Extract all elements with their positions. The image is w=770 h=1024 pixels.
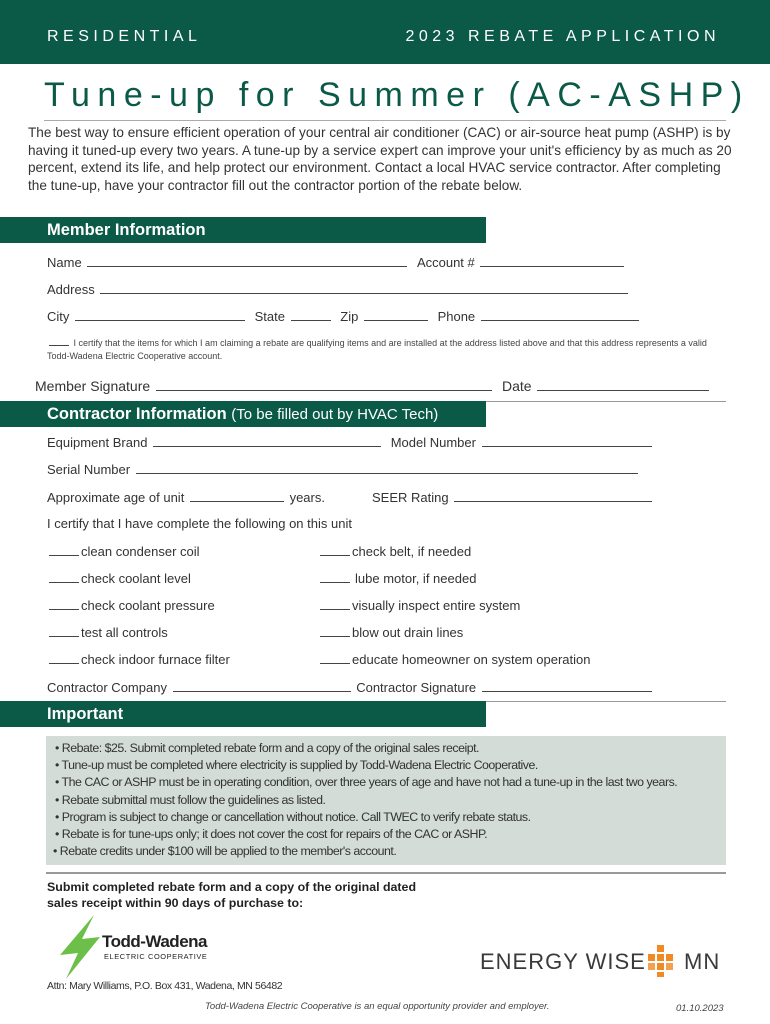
important-section-banner — [0, 701, 486, 727]
mailing-address: Attn: Mary Williams, P.O. Box 431, Wadena, MN 56482 — [47, 980, 283, 992]
state-label: State — [254, 309, 285, 324]
address-label: Address — [47, 282, 95, 297]
contractor-signature-field[interactable] — [482, 679, 652, 692]
member-city-row — [47, 308, 641, 324]
check-item — [318, 624, 463, 640]
serial-row — [47, 461, 640, 477]
check-blank[interactable] — [320, 597, 350, 610]
age-row — [47, 489, 325, 505]
check-item — [47, 570, 191, 586]
twec-logo-name: Todd-Wadena — [102, 932, 207, 951]
important-item: • The CAC or ASHP must be in operating condition, over three years of age and have not had a tune-up in the last two years. — [55, 775, 678, 790]
member-section-heading: Member Information — [47, 221, 206, 239]
energy-wise-logo — [478, 944, 728, 980]
contractor-section-note: (To be filled out by HVAC Tech) — [231, 406, 439, 423]
important-item: • Rebate credits under $100 will be applied to the member's account. — [53, 844, 397, 859]
check-item — [47, 543, 200, 559]
check-blank[interactable] — [320, 624, 350, 637]
check-label: clean condenser coil — [81, 544, 200, 559]
phone-field[interactable] — [481, 308, 639, 321]
seer-row — [372, 489, 654, 505]
check-item — [47, 624, 168, 640]
check-blank[interactable] — [320, 651, 350, 664]
contractor-certify-intro: I certify that I have complete the following on this unit — [47, 516, 352, 531]
check-blank[interactable] — [320, 543, 350, 556]
brand-label: Equipment Brand — [47, 435, 148, 450]
check-label: blow out drain lines — [352, 625, 464, 640]
submit-line-2: sales receipt within 90 days of purchase to: — [47, 896, 304, 910]
age-label: Approximate age of unit — [47, 490, 185, 505]
important-section-heading: Important — [47, 705, 124, 723]
address-field[interactable] — [100, 281, 628, 294]
submit-line-1: Submit completed rebate form and a copy of the original dated — [47, 880, 417, 894]
member-date-field[interactable] — [537, 378, 709, 391]
name-field[interactable] — [87, 254, 407, 267]
check-label: test all controls — [81, 625, 168, 640]
seer-label: SEER Rating — [372, 490, 449, 505]
member-certify-statement — [47, 337, 707, 363]
check-label: educate homeowner on system operation — [352, 652, 591, 667]
member-address-row — [47, 281, 630, 297]
check-item — [318, 651, 590, 667]
model-field[interactable] — [482, 434, 652, 447]
check-item — [318, 597, 520, 613]
important-item: • Program is subject to change or cancellation without notice. Call TWEC to verify rebate status. — [55, 809, 531, 824]
twec-logo-subtitle: ELECTRIC COOPERATIVE — [104, 952, 208, 961]
company-label: Contractor Company — [47, 680, 167, 695]
check-label: visually inspect entire system — [352, 598, 521, 613]
lightning-bolt-icon — [58, 915, 102, 979]
model-label: Model Number — [390, 435, 476, 450]
age-field[interactable] — [190, 489, 284, 502]
zip-label: Zip — [340, 309, 359, 324]
contractor-banner-rule — [486, 401, 726, 402]
zip-field[interactable] — [364, 308, 428, 321]
energy-wise-text: ENERGY WISE — [480, 949, 646, 974]
member-date-label: Date — [501, 378, 532, 394]
page-title: Tune-up for Summer (AC-ASHP) — [44, 76, 750, 114]
check-label: lube motor, if needed — [355, 571, 477, 586]
header-application-title: 2023 REBATE APPLICATION — [405, 28, 720, 45]
form-revision-date: 01.10.2023 — [676, 1003, 724, 1014]
age-unit: years. — [289, 490, 325, 505]
member-section-banner — [0, 217, 486, 243]
energy-wise-mn-text: MN — [684, 949, 721, 974]
important-item: • Rebate: $25. Submit completed rebate form and a copy of the original sales receipt. — [55, 741, 479, 755]
submit-divider — [46, 872, 726, 874]
company-field[interactable] — [173, 679, 351, 692]
contractor-company-row — [47, 679, 654, 695]
brand-field[interactable] — [153, 434, 381, 447]
account-field[interactable] — [480, 254, 624, 267]
equipment-row — [47, 434, 654, 450]
check-blank[interactable] — [49, 570, 79, 583]
check-item — [47, 651, 230, 667]
check-blank[interactable] — [320, 570, 350, 583]
title-divider — [44, 120, 726, 121]
check-label: check indoor furnace filter — [81, 652, 230, 667]
contractor-signature-label: Contractor Signature — [356, 680, 477, 695]
important-list — [55, 740, 725, 860]
member-signature-label: Member Signature — [35, 378, 151, 394]
check-item — [318, 570, 476, 586]
contractor-section-heading-wrap — [47, 405, 438, 424]
energy-grid-icon — [644, 944, 678, 978]
check-blank[interactable] — [49, 543, 79, 556]
check-item — [318, 543, 471, 559]
intro-paragraph: The best way to ensure efficient operation of your central air conditioner (CAC) or air-source heat pump (ASHP) is by having it tuned-up every two years. A tune-up by a service expert can improve your unit's efficiency by as much as 20 percent, extend its life, and help protect our environment. Contact a local HVAC service contractor. After completing the tune-up, have your contractor fill out the contractor portion of the rebate below. — [28, 125, 732, 193]
check-item — [47, 597, 215, 613]
important-item: • Rebate submittal must follow the guidelines as listed. — [55, 792, 326, 807]
submit-instructions — [47, 879, 416, 911]
contractor-section-heading: Contractor Information — [47, 405, 227, 423]
city-field[interactable] — [75, 308, 245, 321]
member-certify-text: I certify that the items for which I am claiming a rebate are qualifying items and are installed at the address listed above and that this address represents a valid Todd-Wadena Electric Cooperative account. — [47, 338, 707, 361]
important-item: • Rebate is for tune-ups only; it does not cover the cost for repairs of the CAC or ASHP. — [55, 827, 488, 842]
phone-label: Phone — [437, 309, 476, 324]
check-blank[interactable] — [49, 624, 79, 637]
check-label: check belt, if needed — [352, 544, 472, 559]
account-label: Account # — [416, 255, 475, 270]
name-label: Name — [47, 255, 82, 270]
important-item: • Tune-up must be completed where electricity is supplied by Todd-Wadena Electric Cooperative. — [55, 758, 538, 773]
twec-logo — [58, 915, 218, 979]
state-field[interactable] — [291, 308, 331, 321]
equal-opportunity-footer: Todd-Wadena Electric Cooperative is an equal opportunity provider and employer. — [205, 1001, 550, 1012]
check-blank[interactable] — [49, 597, 79, 610]
member-name-row — [47, 254, 626, 270]
contractor-section-banner — [0, 401, 486, 427]
seer-field[interactable] — [454, 489, 652, 502]
serial-field[interactable] — [136, 461, 638, 474]
important-banner-rule — [486, 701, 726, 702]
top-banner — [0, 0, 770, 64]
city-label: City — [47, 309, 70, 324]
check-label: check coolant level — [81, 571, 191, 586]
serial-label: Serial Number — [47, 462, 131, 477]
member-signature-row — [35, 378, 711, 394]
member-signature-field[interactable] — [156, 378, 492, 391]
check-blank[interactable] — [49, 651, 79, 664]
header-residential: RESIDENTIAL — [47, 28, 202, 45]
check-label: check coolant pressure — [81, 598, 215, 613]
certify-initial-field[interactable] — [49, 337, 69, 346]
